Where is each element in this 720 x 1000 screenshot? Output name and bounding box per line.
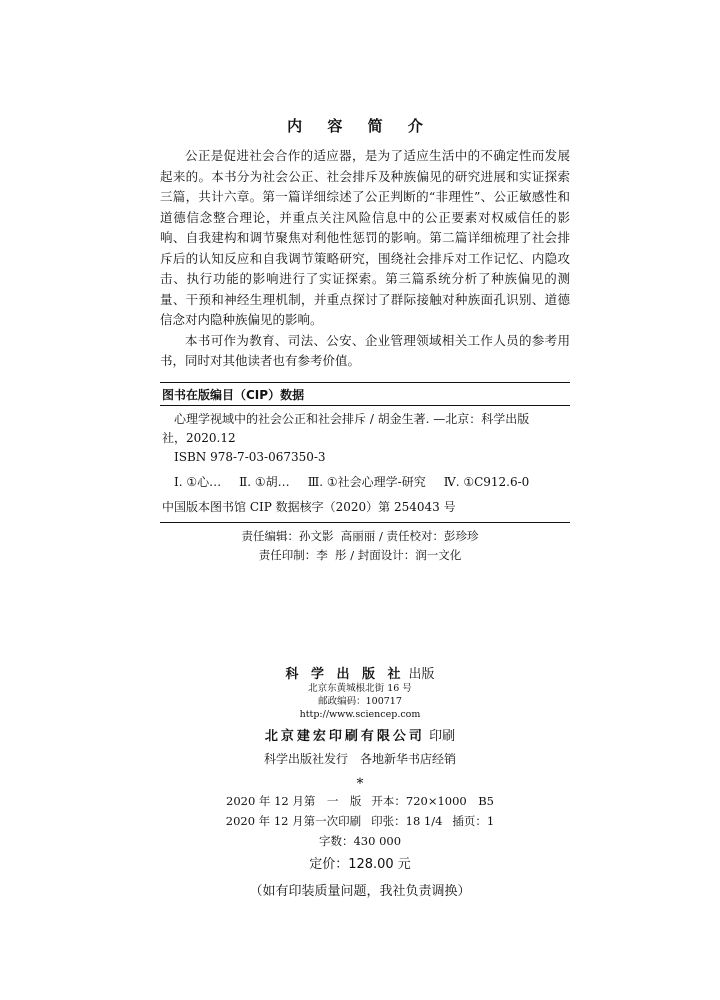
printer-line xyxy=(0,725,720,744)
cip-heading-rule xyxy=(160,405,570,406)
cip-classifications xyxy=(162,473,564,492)
spec-edition: 2020 年 12 月第 一 版 xyxy=(226,794,362,808)
publisher-name-line xyxy=(0,663,720,682)
cip-top-rule xyxy=(160,382,570,383)
cip-title-line: 心理学视域中的社会公正和社会排斥 / 胡金生著. —北京：科学出版 xyxy=(174,412,530,426)
page-title: 内 容 简 介 xyxy=(287,117,433,135)
spec-sheets: 印张：18 1/4 xyxy=(371,814,443,828)
publisher-postcode: 邮政编码：100717 xyxy=(318,696,402,707)
cip-class-1: Ⅰ. ①心… xyxy=(174,475,222,489)
intro-paragraph-2: 本书可作为教育、司法、公安、企业管理领域相关工作人员的参考用书，同时对其他读者也有参考价值。 xyxy=(160,332,570,368)
spec-words: 字数：430 000 xyxy=(318,834,402,848)
publisher-address: 北京东黄城根北街 16 号 xyxy=(308,683,412,694)
publisher-suffix: 出版 xyxy=(408,667,435,682)
retailer: 各地新华书店经销 xyxy=(360,752,457,766)
spec-printing: 2020 年 12 月第一次印刷 xyxy=(225,814,362,828)
cip-title-line-continued: 社，2020.12 xyxy=(162,431,236,445)
spec-format: 开本：720×1000 B5 xyxy=(371,794,494,808)
introduction xyxy=(160,146,570,372)
cip-class-3: Ⅲ. ①社会心理学-研究 xyxy=(307,475,426,489)
credits-editors: 责任编辑：孙文影 高丽丽 / 责任校对：彭珍珍 xyxy=(241,529,479,543)
spec-edition-line xyxy=(0,791,720,811)
cip-verification: 中国版本图书馆 CIP 数据核字（2020）第 254043 号 xyxy=(162,500,456,514)
spec-plates: 插页：1 xyxy=(452,814,495,828)
publisher-info xyxy=(0,663,720,899)
cip-record xyxy=(162,410,564,517)
quality-note: （如有印装质量问题，我社负责调换） xyxy=(249,884,471,899)
cip-class-2: Ⅱ. ①胡… xyxy=(239,475,290,489)
publisher-name: 科 学 出 版 社 xyxy=(285,667,405,682)
printer-suffix: 印刷 xyxy=(429,729,456,744)
cip-heading: 图书在版编目（CIP）数据 xyxy=(162,388,305,402)
separator-star: * xyxy=(356,776,364,792)
intro-paragraph-1: 公正是促进社会合作的适应器，是为了适应生活中的不确定性而发展起来的。本书分为社会公正、社会排斥及种族偏见的研究进展和实证探索三篇，共计六章。第一篇详细综述了公正判断的“非理性”、公正敏感性和道德信念整合理论，并重点关注风险信息中的公正要素对权威信任的影响、自我建构和调节聚焦对利他性惩罚的影响。第二篇详细梳理了社会排斥后的认知反应和自我调节策略研究，围绕社会排斥对工作记忆、内隐攻击、执行功能的影响进行了实证探索。第三篇系统分析了种族偏见的测量、干预和神经生理机制，并重点探讨了群际接触对种族面孔识别、道德信念对内隐种族偏见的影响。 xyxy=(160,148,570,327)
cip-class-4: Ⅳ. ①C912.6-0 xyxy=(443,475,530,489)
printer-name: 北京建宏印刷有限公司 xyxy=(264,729,425,744)
distribution-line xyxy=(0,750,720,767)
price: 定价：128.00 元 xyxy=(309,857,411,872)
distributor: 科学出版社发行 xyxy=(263,752,348,766)
spec-printing-line xyxy=(0,811,720,831)
credits xyxy=(0,527,720,565)
cip-isbn: ISBN 978-7-03-067350-3 xyxy=(174,450,326,464)
publisher-url: http://www.sciencep.com xyxy=(299,709,421,720)
cip-bottom-rule xyxy=(160,522,570,523)
credits-production: 责任印制：李 彤 / 封面设计：润一文化 xyxy=(258,548,462,562)
